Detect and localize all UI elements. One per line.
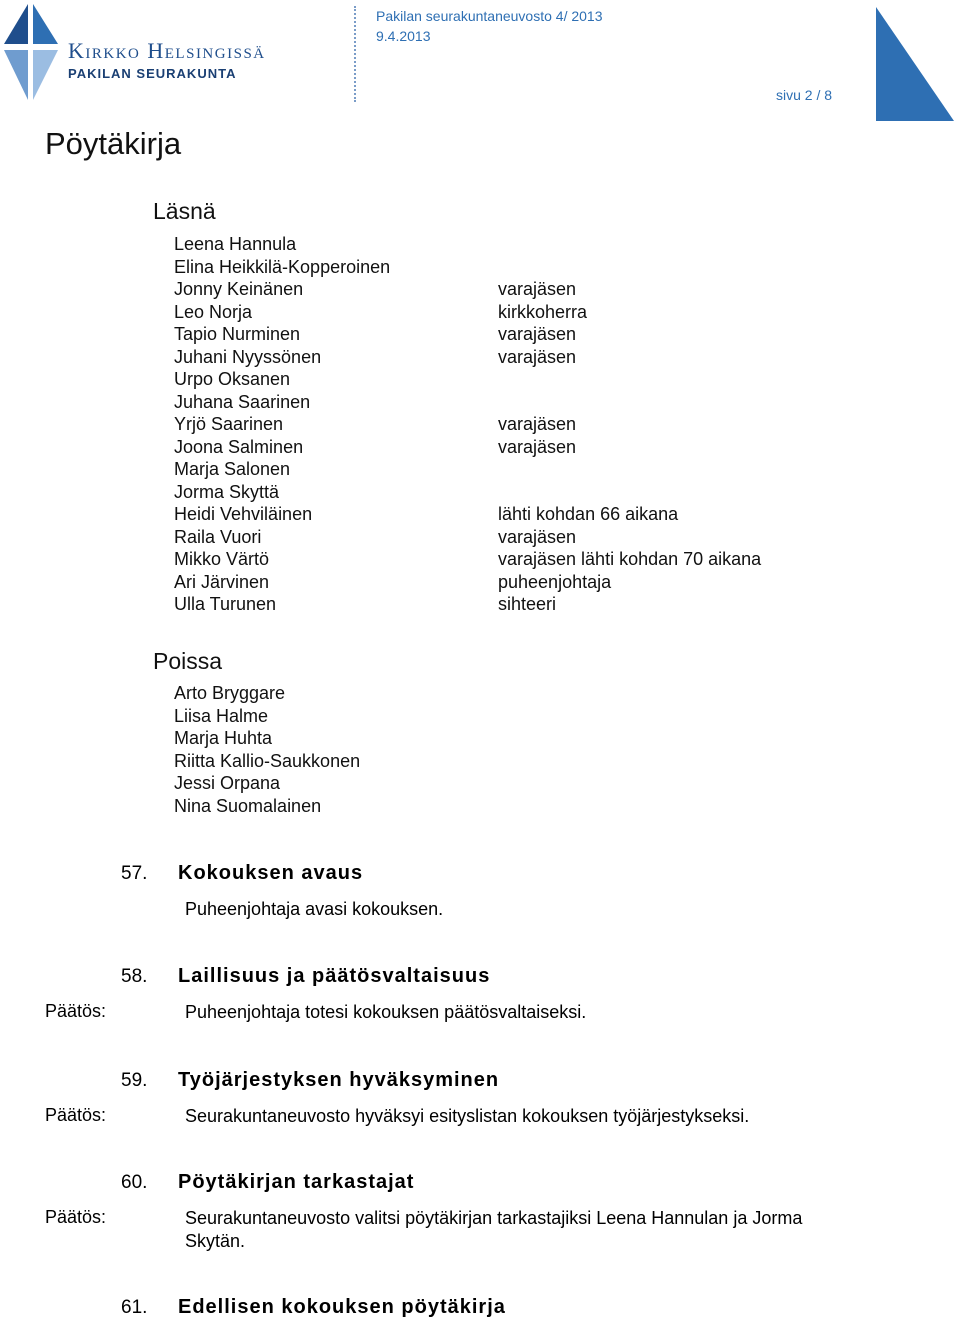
logo-parish-name: PAKILAN SEURAKUNTA xyxy=(68,66,237,81)
agenda-item-number: 57. xyxy=(121,863,148,884)
agenda-item-title: Edellisen kokouksen pöytäkirja xyxy=(178,1296,506,1318)
agenda-item-body: Puheenjohtaja avasi kokouksen. xyxy=(185,899,444,919)
present-member-name: Urpo Oksanen xyxy=(174,369,291,389)
present-member-name: Leena Hannula xyxy=(174,234,297,254)
present-member-name: Jorma Skyttä xyxy=(174,481,280,502)
present-member-role: varajäsen xyxy=(498,436,577,457)
organization-logo xyxy=(0,0,300,105)
present-member-name: Tapio Nurminen xyxy=(174,324,301,344)
corner-triangle-icon xyxy=(874,5,956,123)
present-member-name: Jonny Keinänen xyxy=(174,279,304,299)
present-member-role: sihteeri xyxy=(498,594,557,614)
agenda-item-body: Puheenjohtaja totesi kokouksen päätösvaltaiseksi. xyxy=(185,1002,587,1022)
present-member-role: lähti kohdan 66 aikana xyxy=(498,504,679,524)
absent-member-name: Arto Bryggare xyxy=(174,683,286,703)
present-member-name: Yrjö Saarinen xyxy=(174,414,284,434)
agenda-item-number: 59. xyxy=(121,1070,148,1091)
absent-member-name: Riitta Kallio-Saukkonen xyxy=(174,750,361,771)
agenda-item-title: Kokouksen avaus xyxy=(178,862,364,884)
page-number: sivu 2 / 8 xyxy=(776,87,833,103)
present-member-role: varajäsen xyxy=(498,279,577,299)
meeting-date: 9.4.2013 xyxy=(376,28,431,44)
agenda-item-body: Seurakuntaneuvosto valitsi pöytäkirjan tarkastajiksi Leena Hannulan ja Jorma Skytän. xyxy=(185,1208,803,1251)
present-member-name: Elina Heikkilä-Kopperoinen xyxy=(174,256,391,277)
present-member-name: Ulla Turunen xyxy=(174,594,277,614)
agenda-item-number: 58. xyxy=(121,966,148,987)
absent-member-name: Liisa Halme xyxy=(174,705,269,726)
present-heading: Läsnä xyxy=(153,198,216,224)
agenda-item-title: Pöytäkirjan tarkastajat xyxy=(178,1171,415,1193)
present-member-name: Juhana Saarinen xyxy=(174,391,311,412)
absent-member-name: Jessi Orpana xyxy=(174,773,281,793)
present-member-name: Heidi Vehviläinen xyxy=(174,504,313,524)
present-member-role: varajäsen xyxy=(498,346,577,367)
present-member-name: Leo Norja xyxy=(174,301,253,322)
logo-org-name: Kirkko Helsingissä xyxy=(68,38,266,63)
decision-label: Päätös: xyxy=(45,1105,107,1125)
document-title: Pöytäkirja xyxy=(45,126,182,161)
present-member-role: varajäsen xyxy=(498,324,577,344)
meeting-title: Pakilan seurakuntaneuvosto 4/ 2013 xyxy=(376,8,603,24)
absent-member-name: Nina Suomalainen xyxy=(174,795,322,816)
absent-heading: Poissa xyxy=(153,648,223,674)
present-member-name: Juhani Nyyssönen xyxy=(174,346,322,367)
present-member-name: Ari Järvinen xyxy=(174,571,270,592)
agenda-item-number: 61. xyxy=(121,1297,148,1318)
present-member-role: varajäsen lähti kohdan 70 aikana xyxy=(498,549,762,569)
header-divider xyxy=(354,6,356,102)
agenda-item-number: 60. xyxy=(121,1172,148,1193)
agenda-item-body: Seurakuntaneuvosto hyväksyi esityslistan kokouksen työjärjestykseksi. xyxy=(185,1106,750,1126)
church-logo-icon xyxy=(0,0,62,104)
present-member-role: varajäsen xyxy=(498,414,577,434)
present-member-role: puheenjohtaja xyxy=(498,571,612,592)
agenda-item-title: Työjärjestyksen hyväksyminen xyxy=(178,1069,500,1091)
decision-label: Päätös: xyxy=(45,1207,107,1227)
present-member-name: Joona Salminen xyxy=(174,436,304,457)
present-member-role: kirkkoherra xyxy=(498,301,588,322)
present-member-name: Raila Vuori xyxy=(174,526,262,547)
present-member-name: Mikko Värtö xyxy=(174,549,270,569)
agenda-item-title: Laillisuus ja päätösvaltaisuus xyxy=(178,965,491,987)
decision-label: Päätös: xyxy=(45,1001,107,1021)
absent-member-name: Marja Huhta xyxy=(174,728,273,748)
present-member-name: Marja Salonen xyxy=(174,459,291,479)
present-member-role: varajäsen xyxy=(498,526,577,547)
